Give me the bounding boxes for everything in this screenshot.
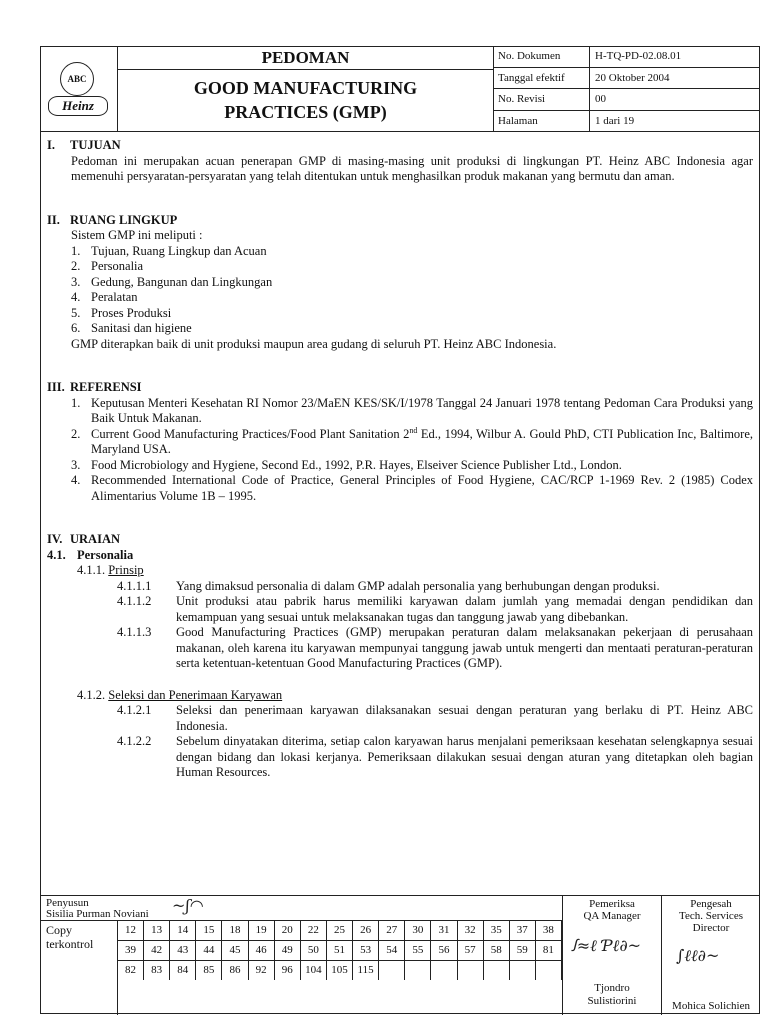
list-item: 1. Tujuan, Ruang Lingkup dan Acuan: [71, 243, 267, 258]
copy-row: [118, 920, 562, 940]
copy-number-cell: 81: [536, 941, 562, 960]
copy-number-cell: 35: [484, 921, 510, 940]
copy-label: Copy: [46, 923, 73, 937]
approval-footer: [40, 895, 760, 1014]
copy-label-cell: [40, 920, 118, 1015]
reference-item: 3. Food Microbiology and Hygiene, Second Ed., 1992, P.R. Hayes, Elseiver Science Publisher Ltd., London.: [71, 457, 622, 472]
copy-row: [118, 960, 562, 980]
copy-number-cell: 59: [510, 941, 536, 960]
copy-number-cell: 57: [458, 941, 484, 960]
copy-number-cell: 12: [118, 921, 144, 940]
clause-item: 4.1.2.2 Sebelum dinyatakan diterima, setiap calon karyawan harus menjalani pemeriksaan kesehatan selengkapnya sesuai dengan bidang dan lokasi kerjanya. Pemeriksaan dilakukan sesuai dengan aturan yang ditetapkan oleh bagian Human Resources.: [117, 734, 753, 779]
abc-logo: [60, 62, 94, 96]
pemeriksa-name-1: Tjondro: [594, 982, 630, 994]
section-heading-referensi: III. REFERENSI: [47, 380, 142, 394]
clause-item: 4.1.2.1 Seleksi dan penerimaan karyawan dilaksanakan sesuai dengan peraturan yang berlaku di PT. Heinz ABC Indonesia.: [117, 703, 753, 733]
copy-number-cell: 85: [196, 961, 222, 980]
copy-number-cell: 20: [275, 921, 301, 940]
copy-number-cell: 86: [222, 961, 248, 980]
copy-number-cell: 83: [144, 961, 170, 980]
section-heading-ruang-lingkup: II. RUANG LINGKUP: [47, 212, 178, 227]
logo-cell: [40, 46, 118, 132]
doc-title-line1: GOOD MANUFACTURING: [193, 78, 418, 98]
meta-label: No. Revisi: [498, 93, 546, 105]
copy-number-cell: 55: [405, 941, 431, 960]
copy-number-cell: 30: [405, 921, 431, 940]
meta-row-dokumen: [494, 46, 760, 68]
heinz-logo: [48, 96, 108, 116]
copy-number-cell: 54: [379, 941, 405, 960]
copy-number-cell: [484, 961, 510, 980]
copy-number-cell: 22: [301, 921, 327, 940]
copy-number-cell: [405, 961, 431, 980]
clause-item: 4.1.1.2 Unit produksi atau pabrik harus memiliki karyawan dalam jumlah yang memadai dengan pendidikan dan kemampuan yang sesuai untuk melaksanakan tugas dan tanggung jawab yang dibebankan.: [117, 594, 753, 624]
copy-number-cell: 105: [327, 961, 353, 980]
meta-label: No. Dokumen: [498, 50, 561, 62]
doc-meta-table: [494, 46, 760, 132]
copy-number-cell: 39: [118, 941, 144, 960]
copy-number-grid: [118, 920, 562, 1015]
section-heading-tujuan: I. TUJUAN: [47, 138, 121, 152]
copy-number-cell: 50: [301, 941, 327, 960]
pengesah-label: Pengesah: [690, 898, 732, 910]
copy-number-cell: 42: [144, 941, 170, 960]
copy-number-cell: 115: [353, 961, 379, 980]
copy-number-cell: 26: [353, 921, 379, 940]
title-cell: [118, 46, 494, 132]
clause-item: 4.1.1.3 Good Manufacturing Practices (GMP) merupakan peraturan dalam melaksanakan pekerjaan di perusahaan makanan, oleh karena itu karyawan mempunyai tanggung jawab untuk mengerti dan mentaati peraturan-peraturan serta ketentuan-ketentuan Good Manufacturing Practices (GMP).: [117, 625, 753, 670]
meta-value: 00: [595, 93, 606, 105]
meta-value: H-TQ-PD-02.08.01: [595, 50, 682, 62]
meta-label: Tanggal efektif: [498, 71, 565, 84]
pengesah-name: Mohica Solichien: [672, 1000, 750, 1012]
copy-number-cell: [379, 961, 405, 980]
section-text-tujuan: Pedoman ini merupakan acuan penerapan GMP di masing-masing unit produksi di lingkungan PT. Heinz ABC Indonesia agar memenuhi persyaratan-persyaratan yang telah ditentukan untuk menghasilkan produk makanan yang bermutu dan aman.: [71, 153, 753, 183]
copy-number-cell: 27: [379, 921, 405, 940]
copy-number-cell: [510, 961, 536, 980]
reference-item: 1. Keputusan Menteri Kesehatan RI Nomor 23/MaEN KES/SK/I/1978 Tanggal 24 Januari 1978 tentang Pedoman Cara Produksi yang Baik Untuk Makanan.: [71, 395, 753, 425]
pemeriksa-role: QA Manager: [583, 910, 641, 922]
meta-label: Halaman: [498, 114, 538, 127]
clause-item: 4.1.1.1 Yang dimaksud personalia di dalam GMP adalah personalia yang berhubungan dengan produksi.: [117, 578, 660, 593]
copy-number-cell: 37: [510, 921, 536, 940]
copy-label-2: terkontrol: [46, 937, 94, 951]
list-item: 6. Sanitasi dan higiene: [71, 321, 192, 335]
copy-number-cell: 58: [484, 941, 510, 960]
penyusun-signature: ~ʃ◠: [172, 896, 204, 915]
copy-number-cell: 18: [222, 921, 248, 940]
document-header: [40, 46, 760, 132]
copy-number-cell: 15: [196, 921, 222, 940]
meta-value: 1 dari 19: [595, 114, 635, 127]
pengesah-cell: [662, 896, 760, 1015]
copy-number-cell: [431, 961, 457, 980]
copy-number-cell: 45: [222, 941, 248, 960]
copy-number-cell: 84: [170, 961, 196, 980]
copy-number-cell: [536, 961, 562, 980]
document-body: [47, 138, 753, 781]
penyusun-cell: [40, 896, 562, 920]
copy-number-cell: 104: [301, 961, 327, 980]
copy-row: [118, 940, 562, 960]
list-item: 2. Personalia: [71, 259, 144, 273]
subsubsection-heading-prinsip: 4.1.1. Prinsip: [77, 563, 144, 577]
pengesah-role-2: Director: [692, 922, 730, 934]
list-item: 3. Gedung, Bangunan dan Lingkungan: [71, 274, 273, 289]
copy-number-cell: 49: [275, 941, 301, 960]
pemeriksa-signature: ꭍ≈ℓ Ƥℓ∂~: [571, 936, 641, 955]
copy-number-cell: 13: [144, 921, 170, 940]
pemeriksa-label: Pemeriksa: [589, 898, 635, 910]
pemeriksa-name-2: Sulistiorini: [587, 995, 637, 1007]
reference-item: 4. Recommended International Code of Practice, General Principles of Food Hygiene, CAC/RCP 1-1969 Rev. 2 (1985) Codex Alimentarius Volume 1B – 1995.: [71, 473, 753, 503]
reference-item: 2. Current Good Manufacturing Practices/Food Plant Sanitation 2nd Ed., 1994, Wilbur A. Gould PhD, CTI Publication Inc, Baltimore, Maryland USA.: [71, 425, 753, 456]
copy-number-cell: 14: [170, 921, 196, 940]
meta-value: 20 Oktober 2004: [595, 71, 670, 84]
section-outro-ruang-lingkup: GMP diterapkan baik di unit produksi maupun area gudang di seluruh PT. Heinz ABC Indonesia.: [71, 336, 557, 351]
copy-number-cell: 92: [249, 961, 275, 980]
meta-row-revisi: [494, 89, 760, 111]
copy-number-cell: 25: [327, 921, 353, 940]
subsubsection-heading-seleksi: 4.1.2. Seleksi dan Penerimaan Karyawan: [77, 687, 283, 702]
copy-number-cell: 19: [249, 921, 275, 940]
copy-number-cell: 53: [353, 941, 379, 960]
copy-number-cell: 46: [249, 941, 275, 960]
copy-number-cell: 43: [170, 941, 196, 960]
copy-number-cell: 38: [536, 921, 562, 940]
heinz-logo-text: Heinz: [62, 98, 94, 113]
meta-row-tanggal: [494, 68, 760, 90]
section-intro-ruang-lingkup: Sistem GMP ini meliputi :: [71, 228, 203, 242]
copy-number-cell: 51: [327, 941, 353, 960]
section-heading-uraian: IV. URAIAN: [47, 532, 120, 546]
doc-type: PEDOMAN: [118, 46, 493, 70]
subsection-heading-personalia: 4.1. Personalia: [47, 547, 134, 562]
abc-logo-text: ABC: [67, 74, 87, 84]
copy-number-cell: 82: [118, 961, 144, 980]
meta-row-halaman: [494, 111, 760, 133]
copy-number-cell: 31: [431, 921, 457, 940]
copy-number-cell: 96: [275, 961, 301, 980]
copy-number-cell: 56: [431, 941, 457, 960]
list-item: 4. Peralatan: [71, 290, 138, 304]
pemeriksa-cell: [562, 896, 662, 1015]
penyusun-label: Penyusun: [46, 897, 89, 909]
copy-number-cell: [458, 961, 484, 980]
doc-title-line2: PRACTICES (GMP): [224, 102, 387, 122]
doc-title: [118, 76, 493, 124]
pengesah-role-1: Tech. Services: [679, 910, 743, 922]
copy-number-cell: 32: [458, 921, 484, 940]
penyusun-name: Sisilia Purman Noviani: [46, 908, 149, 920]
pengesah-signature: ∫ℓℓ∂~: [676, 946, 720, 965]
list-item: 5. Proses Produksi: [71, 305, 172, 320]
copy-number-cell: 44: [196, 941, 222, 960]
